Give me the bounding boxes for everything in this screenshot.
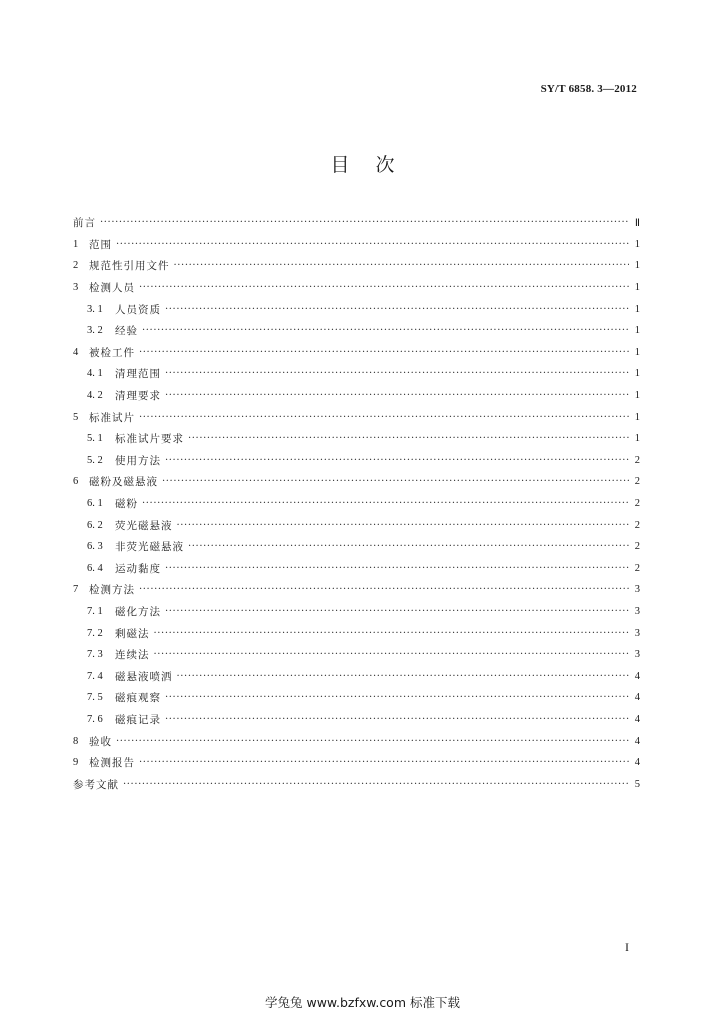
toc-entry-number: 3. 1	[87, 303, 103, 315]
toc-entry-number: 6. 4	[87, 562, 103, 574]
toc-entry-title: 清理范围	[115, 368, 161, 381]
toc-entry-page: 3	[634, 584, 640, 596]
toc-entry-number: 5. 1	[87, 433, 103, 445]
toc-entry[interactable]	[73, 709, 640, 731]
toc-entry-title: 被检工件	[89, 346, 135, 359]
toc-dot-leader	[165, 304, 629, 315]
toc-entry-page: 1	[634, 346, 640, 358]
toc-entry-page: 1	[634, 325, 640, 337]
toc-entry-title: 标准试片	[89, 411, 135, 424]
toc-entry-number: 6. 1	[87, 498, 103, 510]
toc-dot-leader	[188, 541, 629, 552]
toc-entry-title: 使用方法	[115, 454, 161, 467]
toc-entry-page: 2	[634, 454, 640, 466]
toc-dot-leader	[165, 390, 629, 401]
toc-entry-title: 非荧光磁悬液	[115, 541, 184, 554]
toc-entry[interactable]	[73, 558, 640, 580]
toc-entry[interactable]	[73, 730, 640, 752]
toc-entry[interactable]	[73, 277, 640, 299]
toc-entry[interactable]	[73, 428, 640, 450]
toc-dot-leader	[142, 325, 629, 336]
toc-entry-page: 2	[634, 476, 640, 488]
toc-dot-leader	[139, 757, 629, 768]
toc-entry-title: 范围	[89, 238, 112, 251]
toc-entry-page: 2	[634, 562, 640, 574]
toc-entry-title: 磁悬液喷洒	[115, 670, 173, 683]
toc-dot-leader	[165, 455, 629, 466]
toc-entry-number: 7. 5	[87, 692, 103, 704]
toc-entry[interactable]	[73, 385, 640, 407]
toc-entry-title: 磁粉及磁悬液	[89, 476, 158, 489]
toc-entry-page: 4	[634, 713, 640, 725]
toc-entry-title: 验收	[89, 735, 112, 748]
toc-dot-leader	[116, 736, 629, 747]
toc-entry-page: 3	[634, 649, 640, 661]
toc-entry[interactable]	[73, 212, 640, 234]
toc-entry[interactable]	[73, 665, 640, 687]
toc-entry-page: 4	[634, 757, 640, 769]
toc-entry-page: 3	[634, 627, 640, 639]
toc-entry-page: 1	[634, 390, 640, 402]
toc-entry-number: 7. 3	[87, 649, 103, 661]
toc-entry[interactable]	[73, 255, 640, 277]
toc-entry-title: 清理要求	[115, 390, 161, 403]
toc-entry[interactable]	[73, 298, 640, 320]
toc-dot-leader	[154, 628, 630, 639]
toc-entry-title: 参考文献	[73, 778, 119, 791]
toc-dot-leader	[139, 347, 629, 358]
toc-entry[interactable]	[73, 406, 640, 428]
toc-entry-number: 1	[73, 238, 79, 250]
toc-dot-leader	[100, 217, 629, 228]
toc-entry-title: 规范性引用文件	[89, 260, 170, 273]
toc-entry-page: 2	[634, 498, 640, 510]
toc-entry-number: 9	[73, 757, 79, 769]
toc-entry-title: 荧光磁悬液	[115, 519, 173, 532]
toc-entry-number: 4. 1	[87, 368, 103, 380]
toc-entry-title: 剩磁法	[115, 627, 150, 640]
toc-dot-leader	[139, 412, 629, 423]
toc-entry[interactable]	[73, 644, 640, 666]
toc-entry-title: 检测报告	[89, 757, 135, 770]
toc-entry-number: 3	[73, 282, 79, 294]
toc-dot-leader	[165, 714, 629, 725]
toc-entry[interactable]	[73, 363, 640, 385]
toc-entry[interactable]	[73, 601, 640, 623]
toc-dot-leader	[165, 692, 629, 703]
toc-entry-title: 检测人员	[89, 282, 135, 295]
toc-entry-number: 7. 6	[87, 713, 103, 725]
toc-entry-title: 经验	[115, 325, 138, 338]
toc-entry-number: 8	[73, 735, 79, 747]
toc-dot-leader	[139, 282, 629, 293]
toc-entry-number: 6. 3	[87, 541, 103, 553]
toc-entry-page: 1	[634, 433, 640, 445]
toc-entry-number: 6	[73, 476, 79, 488]
toc-entry[interactable]	[73, 622, 640, 644]
toc-dot-leader	[142, 498, 629, 509]
toc-dot-leader	[165, 606, 629, 617]
page-number: I	[625, 940, 629, 954]
toc-dot-leader	[177, 520, 630, 531]
toc-entry-page: 1	[634, 260, 640, 272]
toc-entry-title: 连续法	[115, 649, 150, 662]
toc-entry-number: 2	[73, 260, 79, 272]
toc-entry[interactable]	[73, 234, 640, 256]
watermark-text: 学兔兔 www.bzfxw.com 标准下载	[265, 995, 460, 1010]
toc-entry-page: 4	[634, 670, 640, 682]
toc-entry-title: 磁痕记录	[115, 713, 161, 726]
toc-entry-page: 1	[634, 238, 640, 250]
toc-entry[interactable]	[73, 450, 640, 472]
toc-entry-title: 人员资质	[115, 303, 161, 316]
toc-entry-title: 检测方法	[89, 584, 135, 597]
toc-entry-number: 4. 2	[87, 390, 103, 402]
toc-entry-page: 1	[634, 411, 640, 423]
toc-entry-page: 3	[634, 605, 640, 617]
toc-entry-page: 4	[634, 692, 640, 704]
toc-dot-leader	[123, 779, 629, 790]
toc-entry[interactable]	[73, 471, 640, 493]
toc-entry-title: 前言	[73, 217, 96, 230]
toc-entry-number: 7. 2	[87, 627, 103, 639]
toc-entry-page: 1	[634, 282, 640, 294]
toc-entry-title: 磁化方法	[115, 605, 161, 618]
toc-entry-number: 5	[73, 411, 79, 423]
toc-entry-title: 磁粉	[115, 498, 138, 511]
toc-entry-page: 4	[634, 735, 640, 747]
toc-dot-leader	[174, 260, 630, 271]
page-title: 目次	[330, 154, 421, 176]
toc-entry-title: 标准试片要求	[115, 433, 184, 446]
toc-entry-page: 1	[634, 303, 640, 315]
toc-entry[interactable]	[73, 320, 640, 342]
toc-entry[interactable]	[73, 687, 640, 709]
toc-dot-leader	[165, 563, 629, 574]
standard-code: SY/T 6858. 3—2012	[540, 83, 637, 95]
toc-entry[interactable]	[73, 342, 640, 364]
toc-entry-number: 5. 2	[87, 454, 103, 466]
toc-entry-title: 运动黏度	[115, 562, 161, 575]
toc-entry[interactable]	[73, 773, 640, 795]
toc-dot-leader	[154, 649, 630, 660]
toc-entry-number: 7	[73, 584, 79, 596]
toc-dot-leader	[116, 239, 629, 250]
toc-entry-page: 2	[634, 519, 640, 531]
toc-entry[interactable]	[73, 493, 640, 515]
toc-entry-page: 2	[634, 541, 640, 553]
toc-entry[interactable]	[73, 536, 640, 558]
toc-entry-number: 7. 4	[87, 670, 103, 682]
toc-entry-title: 磁痕观察	[115, 692, 161, 705]
toc-entry-number: 3. 2	[87, 325, 103, 337]
toc-entry-page: 5	[634, 778, 640, 790]
toc-entry[interactable]	[73, 579, 640, 601]
toc-dot-leader	[188, 433, 629, 444]
toc-entry-number: 4	[73, 346, 79, 358]
toc-entry[interactable]	[73, 514, 640, 536]
table-of-contents	[73, 212, 640, 795]
toc-entry-number: 7. 1	[87, 605, 103, 617]
toc-entry[interactable]	[73, 752, 640, 774]
toc-entry-number: 6. 2	[87, 519, 103, 531]
toc-dot-leader	[139, 584, 629, 595]
toc-entry-page: Ⅱ	[634, 217, 640, 229]
toc-dot-leader	[177, 671, 630, 682]
toc-dot-leader	[162, 476, 629, 487]
toc-entry-page: 1	[634, 368, 640, 380]
toc-dot-leader	[165, 368, 629, 379]
